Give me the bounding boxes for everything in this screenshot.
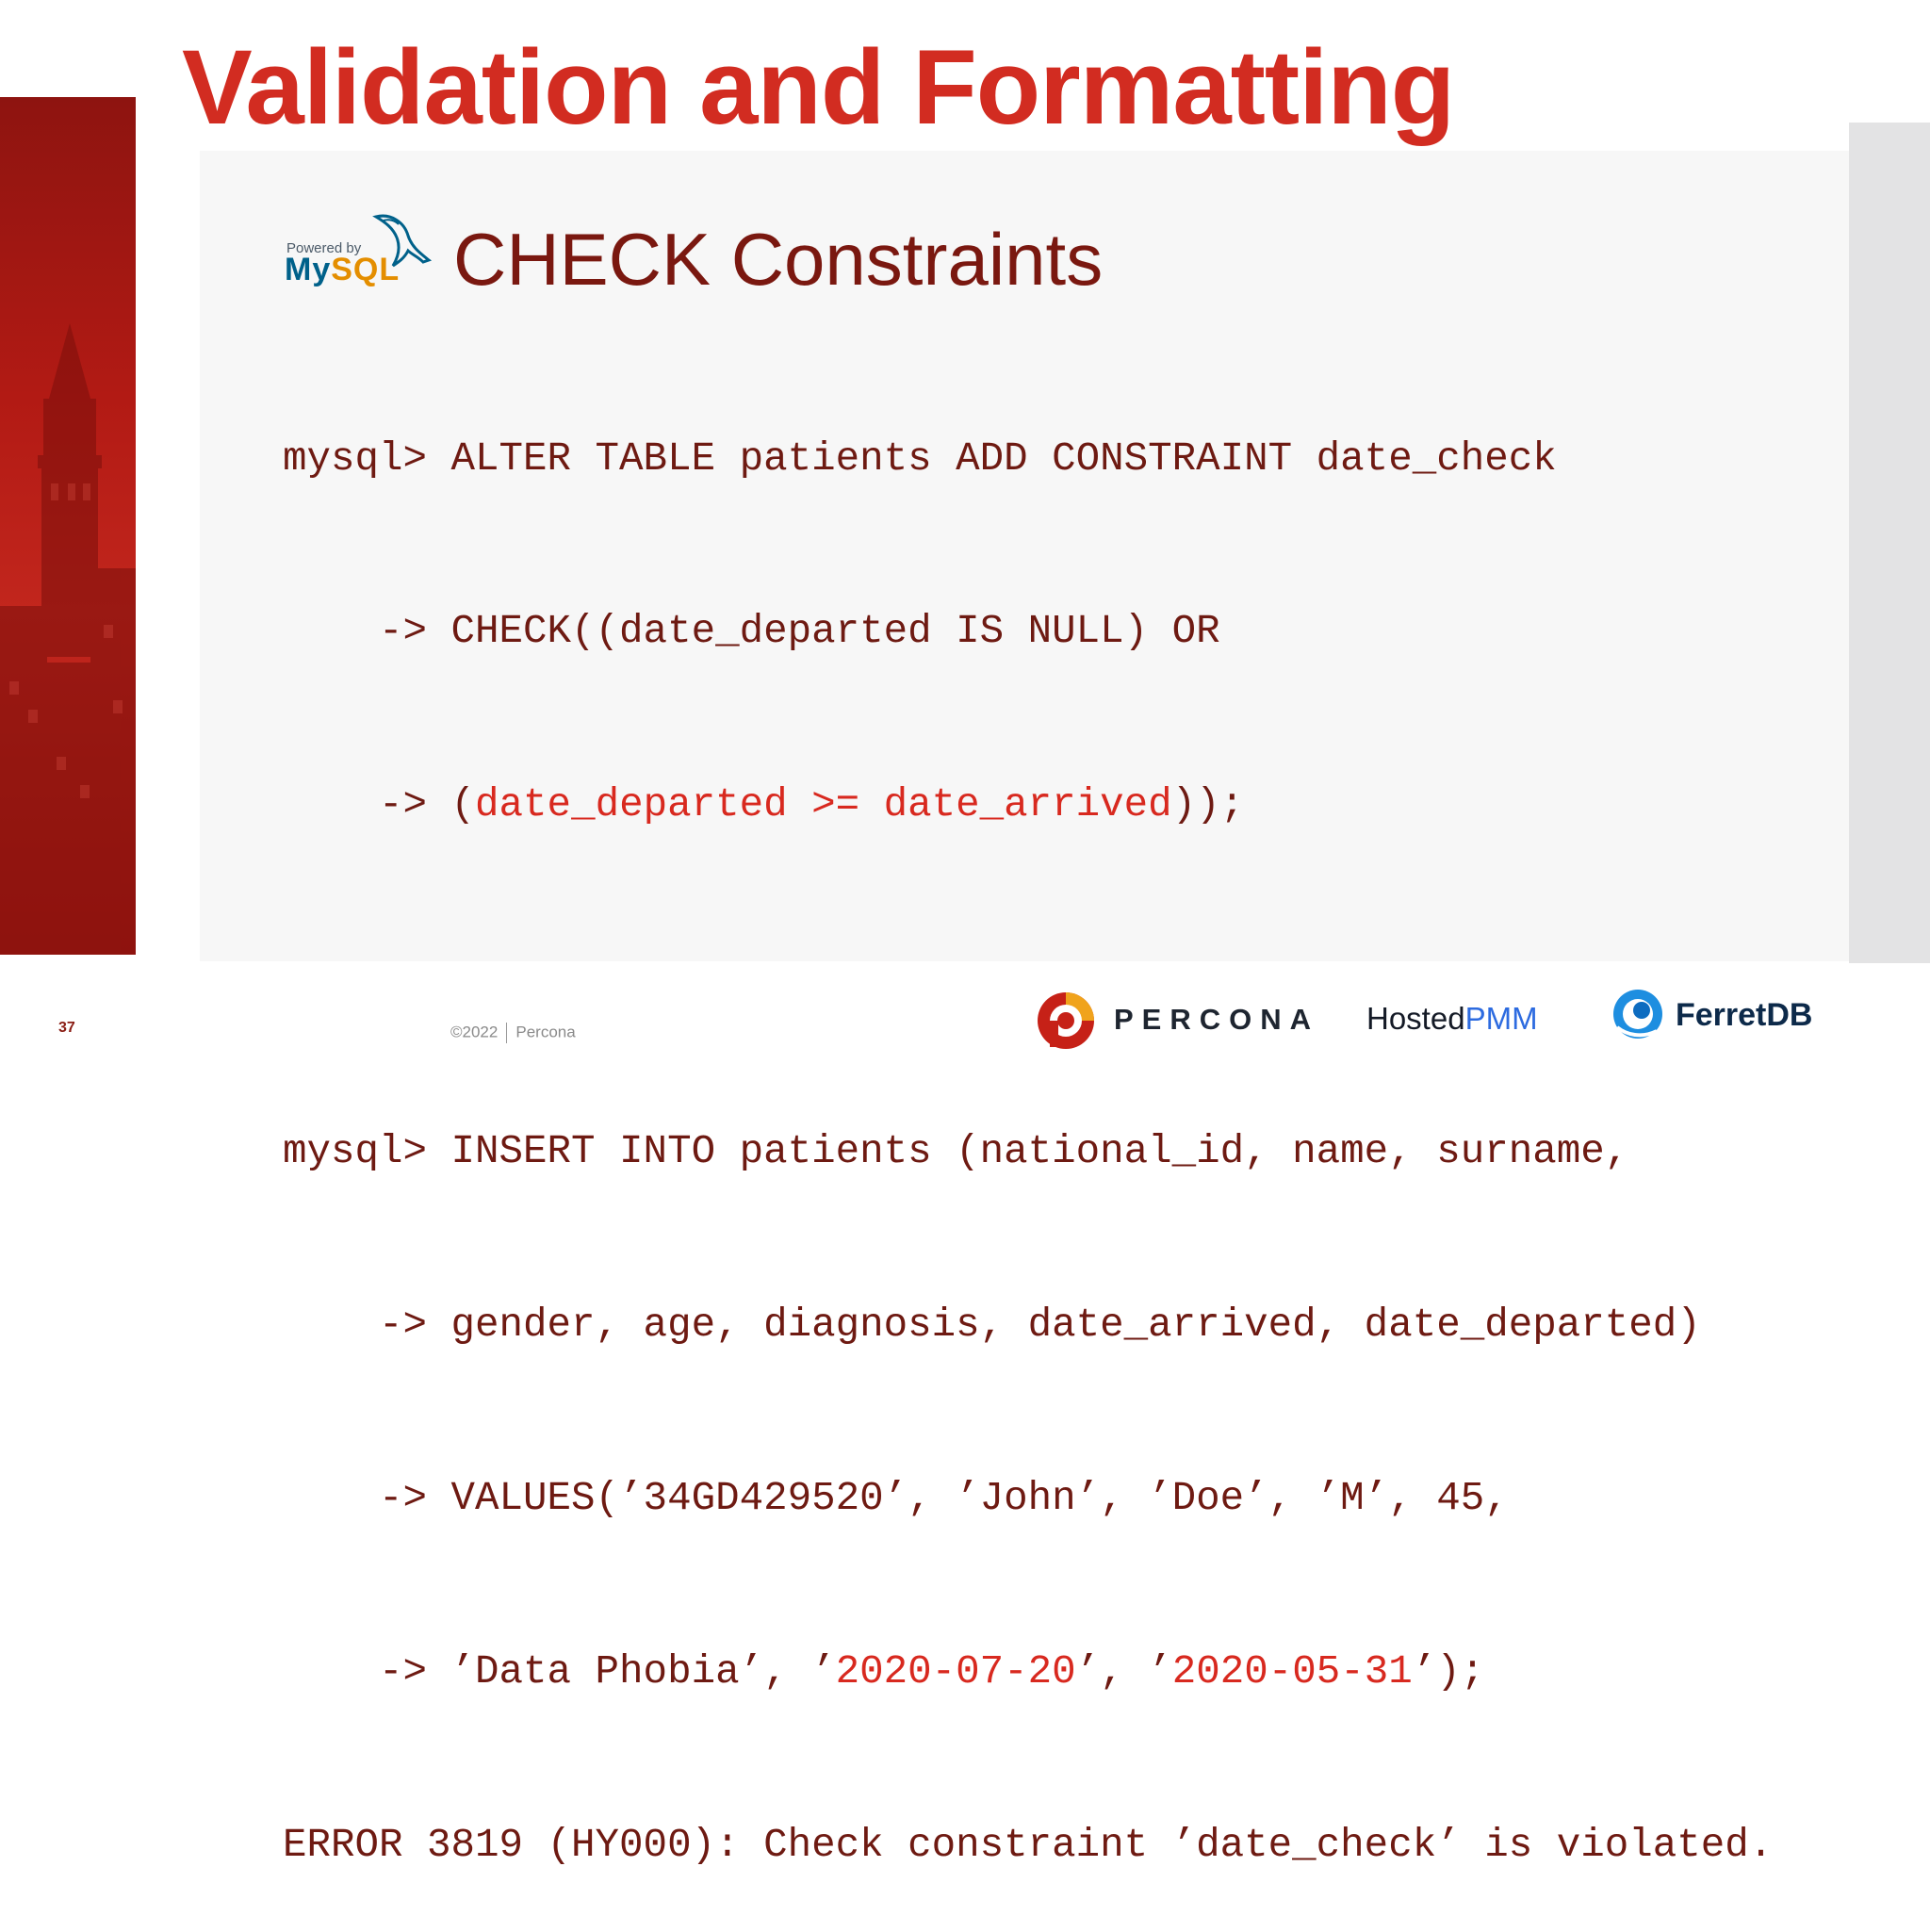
code-blank-line bbox=[283, 950, 1773, 1007]
ferretdb-wordmark: FerretDB bbox=[1676, 997, 1813, 1033]
company-name: Percona bbox=[515, 1023, 576, 1041]
powered-by-label: Powered by bbox=[286, 240, 362, 256]
code-segment: )); bbox=[1171, 782, 1245, 828]
code-line: -> gender, age, diagnosis, date_arrived, date_departed) bbox=[283, 1302, 1701, 1349]
percona-logo bbox=[1035, 990, 1320, 1052]
hosted-text: Hosted bbox=[1366, 1001, 1465, 1036]
code-block bbox=[283, 315, 1773, 1932]
code-segment: -> ( bbox=[283, 782, 476, 828]
page-number: 37 bbox=[58, 1020, 75, 1036]
pmm-text: PMM bbox=[1464, 1001, 1538, 1036]
code-highlight: 2020-07-20 bbox=[835, 1648, 1076, 1695]
code-segment: ’, ’ bbox=[1075, 1648, 1172, 1695]
mysql-my: My bbox=[285, 252, 332, 287]
slide-title: Validation and Formatting bbox=[182, 28, 1455, 146]
code-line: mysql> ALTER TABLE patients ADD CONSTRAINT date_check bbox=[283, 435, 1557, 482]
code-line bbox=[283, 1644, 1773, 1701]
decorative-gray-panel bbox=[1849, 123, 1930, 963]
code-line: -> VALUES(’34GD429520’, ’John’, ’Doe’, ’M’, 45, bbox=[283, 1475, 1509, 1521]
code-line: mysql> INSERT INTO patients (national_id, name, surname, bbox=[283, 1129, 1629, 1175]
code-segment: -> ’Data Phobia’, ’ bbox=[283, 1648, 836, 1695]
slide-subtitle: CHECK Constraints bbox=[453, 218, 1104, 301]
footer-copyright bbox=[450, 1023, 576, 1043]
mysql-wordmark bbox=[285, 252, 400, 288]
error-line: ERROR 3819 (HY000): Check constraint ’date_check’ is violated. bbox=[283, 1822, 1774, 1868]
code-segment: ’); bbox=[1412, 1648, 1485, 1695]
percona-wordmark: PERCONA bbox=[1114, 1003, 1320, 1036]
powered-by-mysql-logo bbox=[281, 209, 436, 288]
ferret-icon bbox=[1610, 986, 1666, 1042]
code-highlight: date_departed >= date_arrived bbox=[475, 782, 1172, 828]
decorative-red-panel bbox=[0, 97, 136, 955]
code-line bbox=[283, 777, 1773, 834]
hostedpmm-logo bbox=[1366, 1001, 1538, 1037]
code-highlight: 2020-05-31 bbox=[1171, 1648, 1413, 1695]
footer-divider bbox=[506, 1023, 507, 1043]
copyright-year: ©2022 bbox=[450, 1023, 499, 1041]
percona-icon bbox=[1035, 990, 1097, 1052]
mysql-sql: SQL bbox=[331, 252, 401, 287]
city-silhouette-image bbox=[0, 97, 136, 955]
code-line: -> CHECK((date_departed IS NULL) OR bbox=[283, 609, 1220, 655]
ferretdb-logo bbox=[1610, 986, 1836, 1042]
